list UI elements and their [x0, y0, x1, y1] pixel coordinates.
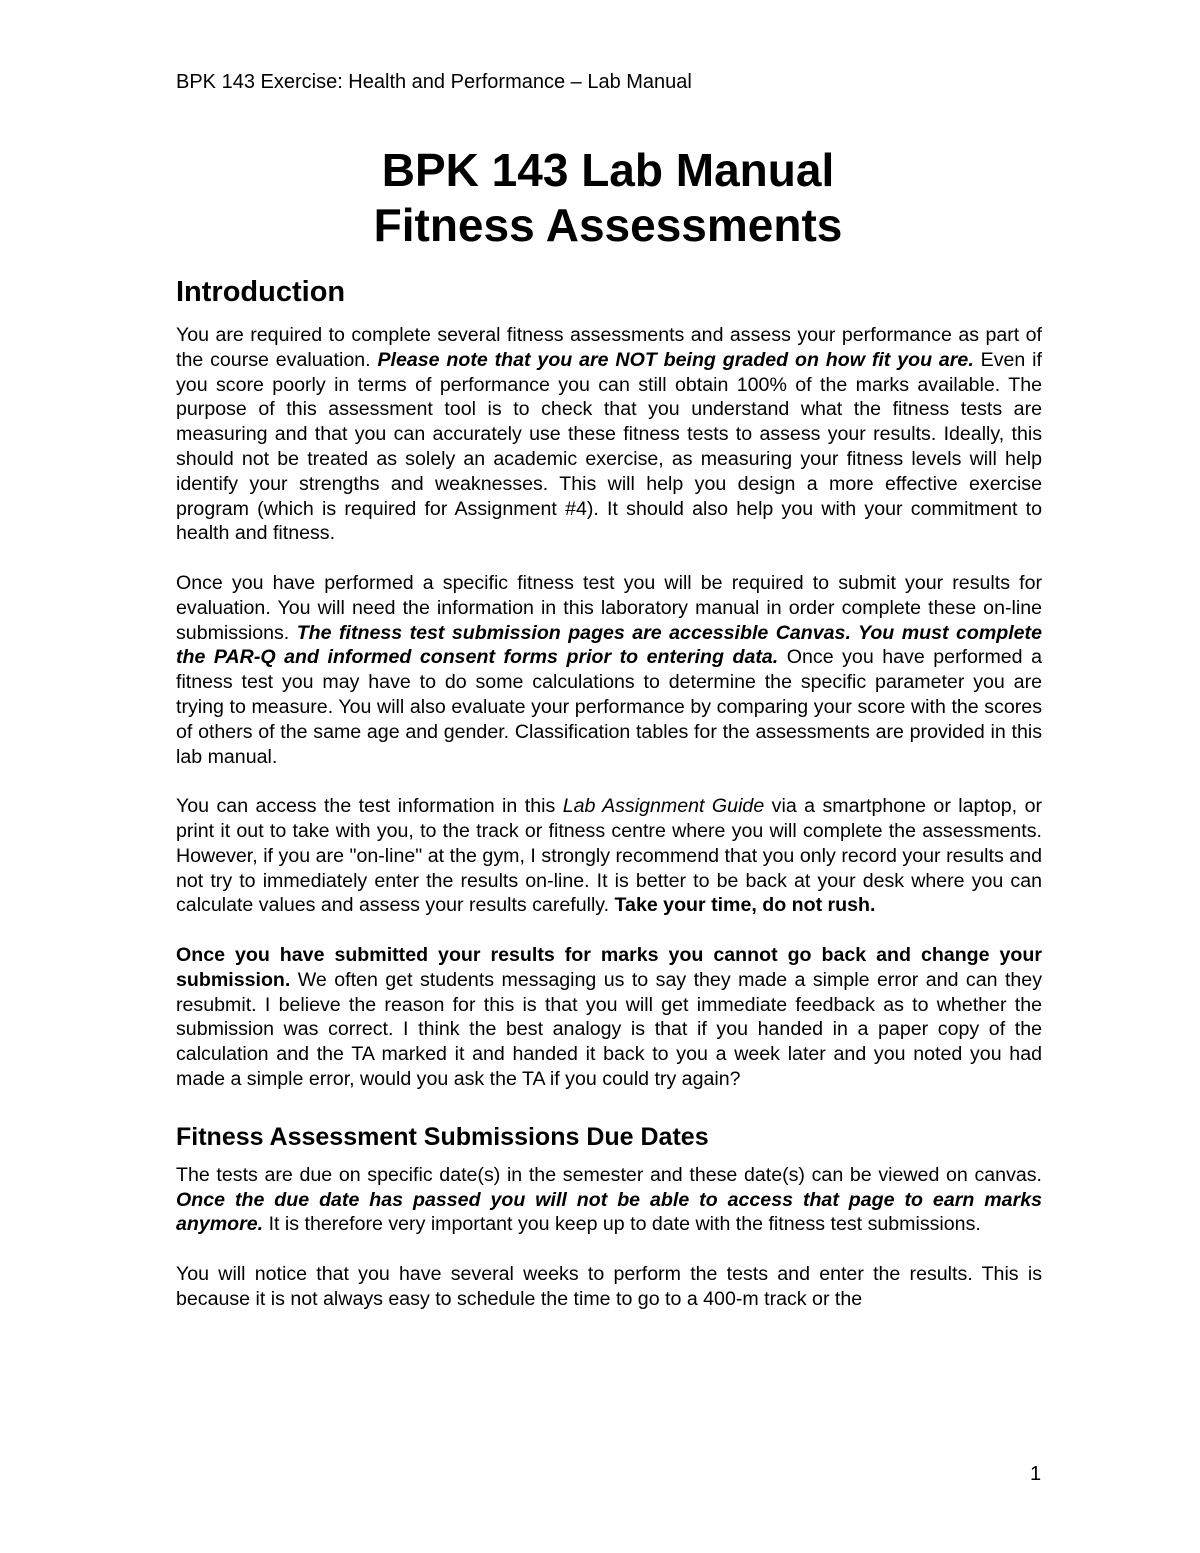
document-subtitle: Fitness Assessments — [373, 199, 843, 251]
emphasis-note: Once you have submitted your results for marks you cannot go back and change your submission. — [176, 943, 1042, 991]
text-run: via a smartphone or laptop, or print it out to take with you, to the track or fitness centre where you will complete the assessments. However, if you are "on-line" at the gym, I strongly recommend that you only record your results and not try to immediately enter the results on-line. It is better to be back at your desk where you can calculate values and assess your results carefully. — [176, 795, 1042, 917]
intro-paragraph-4 — [176, 943, 1042, 1092]
section-heading-due-dates: Fitness Assessment Submissions Due Dates — [176, 1122, 709, 1151]
guide-title: Lab Assignment Guide — [562, 795, 765, 818]
intro-paragraph-3 — [176, 794, 1042, 918]
text-run: Even if you score poorly in terms of performance you can still obtain 100% of the marks available. The purpose of this assessment tool is to check that you understand what the fitness tests are measuring and that you can accurately use these fitness tests to assess your results. Ideally, this should not be treated as solely an academic exercise, as measuring your fitness levels will help identify your strengths and weaknesses. This will help you design a more effective exercise program (which is required for Assignment #4). It should also help you with your commitment to health and fitness. — [176, 348, 1042, 545]
text-run: You are required to complete several fitness assessments and assess your performance as part of the course evaluation. — [176, 324, 1042, 371]
running-header: BPK 143 Exercise: Health and Performance – Lab Manual — [176, 71, 692, 93]
section-heading-introduction: Introduction — [176, 276, 346, 308]
text-run: It is therefore very important you keep up to date with the fitness test submissions. — [263, 1213, 981, 1236]
document-body — [176, 272, 1042, 1311]
intro-paragraph-1 — [176, 323, 1042, 546]
emphasis-note: Please note that you are NOT being graded on how fit you are. — [377, 348, 974, 371]
document-title: BPK 143 Lab Manual — [381, 144, 835, 196]
text-run: You will notice that you have several weeks to perform the tests and enter the results. This is because it is not always easy to schedule the time to go to a 400-m track or the — [176, 1262, 1042, 1310]
text-run: Once you have performed a fitness test you may have to do some calculations to determine the specific parameter you are trying to measure. You will also evaluate your performance by comparing your score with the scores of others of the same age and gender. Classification tables for the assessments are provided in this lab manual. — [176, 646, 1043, 768]
due-dates-paragraph-2 — [176, 1262, 1042, 1312]
text-run: We often get students messaging us to say they made a simple error and can they resubmit. I believe the reason for this is that you will get immediate feedback as to whether the submission was correct. I think the best analogy is that if you handed in a paper copy of the calculation and the TA marked it and handed it back to you a week later and you noted you had made a simple error, would you ask the TA if you could try again? — [176, 968, 1042, 1090]
page-number: 1 — [1030, 1463, 1042, 1485]
due-dates-paragraph-1 — [176, 1163, 1042, 1237]
intro-paragraph-2 — [176, 571, 1042, 769]
text-run: Once you have performed a specific fitness test you will be required to submit your results for evaluation. You will need the information in this laboratory manual in order complete these on-line submissions. — [176, 571, 1042, 644]
emphasis-note: Once the due date has passed you will not be able to access that page to earn marks anymore. — [176, 1188, 1042, 1236]
text-run: You can access the test information in this — [176, 795, 563, 818]
emphasis-note: Take your time, do not rush. — [614, 894, 876, 917]
emphasis-note: The fitness test submission pages are accessible Canvas. You must complete the PAR-Q and informed consent forms prior to entering data. — [176, 621, 1042, 669]
text-run: The tests are due on specific date(s) in the semester and these date(s) can be viewed on canvas. — [176, 1163, 1042, 1186]
